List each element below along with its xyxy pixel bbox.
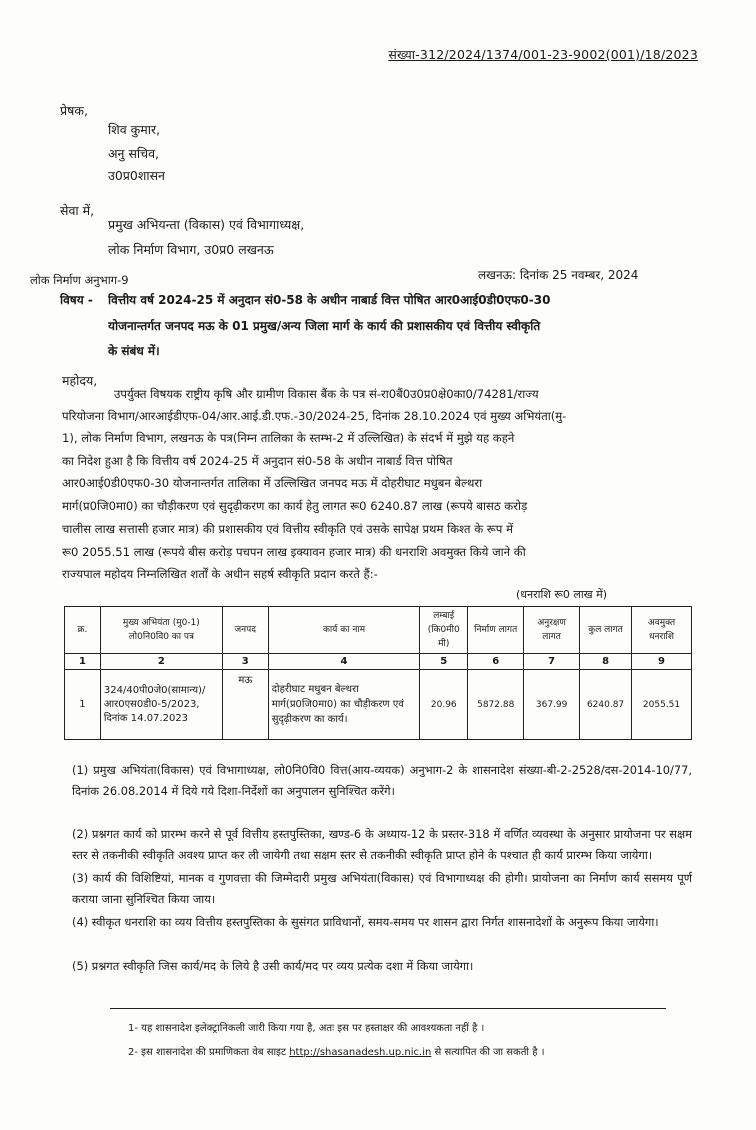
body-line: रू0 2055.51 लाख (रूपये बीस करोड़ पचपन लाख इक्यावन हजार मात्र) की धनराशि अवमुक्त किये जाने की — [62, 545, 526, 559]
header-letter: मुख्य अभियंता (मु0-1) लो0नि0वि0 का पत्र — [100, 607, 222, 654]
sender-office: उ0प्र0शासन — [108, 168, 165, 183]
subject-line-3: के संबंध में। — [108, 344, 160, 358]
col-number: 6 — [468, 654, 524, 670]
footer-divider — [110, 1008, 666, 1009]
salutation: महोदय, — [62, 373, 98, 388]
sender-designation: अनु सचिव, — [108, 146, 160, 161]
header-length: लम्बाई (कि0मी0 मी) — [420, 607, 468, 654]
cell-letter: 324/40पी0जे0(सामान्य)/आर0एस0डी0-5/2023, दिनांक 14.07.2023 — [100, 670, 222, 740]
subject-line-2: योजनान्तर्गत जनपद मऊ के 01 प्रमुख/अन्य जिला मार्ग के कार्य की प्रशासकीय एवं वित्तीय स्वीकृति — [108, 319, 541, 333]
condition-item: (5) प्रश्नगत स्वीकृति जिस कार्य/मद के लिये है उसी कार्य/मद पर व्यय प्रत्येक दशा में किया जायेगा। — [72, 959, 474, 973]
footnote-2 — [128, 1044, 544, 1058]
cell-released: 2055.51 — [632, 670, 692, 740]
header-total: कुल लागत — [580, 607, 632, 654]
table-header-row — [65, 607, 692, 654]
issue-date: लखनऊ: दिनांक 25 नवम्बर, 2024 — [478, 268, 639, 282]
condition-item: (2) प्रश्नगत कार्य को प्रारम्भ करने से पूर्व वित्तीय हस्तपुस्तिका, खण्ड-6 के अध्याय-12 के प्रस्तर-318 में वर्णित व्यवस्था के अनुसार प्रायोजना पर सक्षम स्तर से तकनीकी स्वीकृति अवश्य प्राप्त कर ली जायेगी तथा सक्षम स्तर से तकनीकी स्वीकृति प्राप्त होने के पश्चात ही कार्य प्रारम्भ किया जायेगा। — [72, 827, 692, 862]
amount-unit-note: (धनराशि रू0 लाख में) — [516, 588, 608, 601]
body-line: 1), लोक निर्माण विभाग, लखनऊ के पत्र(निम्न तालिका के स्तम्भ-2 में उल्लिखित) के संदर्भ में मुझे यह कहने — [62, 431, 515, 445]
sanction-table — [64, 606, 692, 740]
cell-construction: 5872.88 — [468, 670, 524, 740]
body-line: आर0आई0डी0एफ0-30 योजनान्तर्गत तालिका में उल्लिखित जनपद मऊ में दोहरीघाट मधुबन बेल्थरा — [62, 476, 483, 490]
cell-sno: 1 — [65, 670, 101, 740]
footnote-1: 1- यह शासनादेश इलेक्ट्रानिकली जारी किया गया है, अतः इस पर हस्ताक्षर की आवश्यकता नहीं है । — [128, 1023, 485, 1034]
recipient-line-2: लोक निर्माण विभाग, उ0प्र0 लखनऊ — [108, 242, 274, 257]
cell-length: 20.96 — [420, 670, 468, 740]
body-line: राज्यपाल महोदय निम्नलिखित शर्तों के अधीन सहर्ष स्वीकृति प्रदान करते हैं:- — [62, 567, 378, 581]
cell-maintenance: 367.99 — [524, 670, 580, 740]
condition-item: (4) स्वीकृत धनराशि का व्यय वित्तीय हस्तपुस्तिका के सुसंगत प्राविधानों, समय-समय पर शासन द्वारा निर्गत शासनादेशों के अनुरूप किया जायेगा। — [72, 915, 659, 929]
section-name: लोक निर्माण अनुभाग-9 — [30, 273, 129, 287]
recipient-label: सेवा में, — [60, 203, 95, 218]
condition-item: (1) प्रमुख अभियंता(विकास) एवं विभागाध्यक्ष, लो0नि0वि0 वित्त(आय-व्ययक) अनुभाग-2 के शासनादेश संख्या-बी-2-2528/दस-2014-10/77, दिनांक 26.08.2014 में दिये गये दिशा-निर्देशों का अनुपालन सुनिश्चित करेंगे। — [72, 763, 692, 798]
header-maintenance: अनुरक्षण लागत — [524, 607, 580, 654]
condition-item: (3) कार्य की विशिष्टियां, मानक व गुणवत्ता की जिम्मेदारी प्रमुख अभियंता(विकास) एवं विभागाध्यक्ष की होगी। प्रायोजना का निर्माण कार्य ससमय पूर्ण कराया जाना सुनिश्चित किया जाय। — [72, 871, 692, 906]
col-number: 2 — [100, 654, 222, 670]
recipient-line-1: प्रमुख अभियन्ता (विकास) एवं विभागाध्यक्ष, — [108, 217, 305, 232]
cell-district: मऊ — [222, 670, 268, 740]
footnote-2-prefix: 2- इस शासनादेश की प्रमाणिकता वेब साइट — [128, 1047, 287, 1058]
body-line: चालीस लाख सत्तासी हजार मात्र) की प्रशासकीय एवं वित्तीय स्वीकृति एवं उसके सापेक्ष प्रथम किश्त के रूप में — [62, 522, 513, 536]
cell-total: 6240.87 — [580, 670, 632, 740]
table-row — [65, 670, 692, 740]
subject-label: विषय - — [60, 293, 93, 307]
header-released: अवमुक्त धनराशि — [632, 607, 692, 654]
header-construction: निर्माण लागत — [468, 607, 524, 654]
reference-number: संख्या-312/2024/1374/001-23-9002(001)/18/2023 — [388, 47, 698, 62]
header-sno: क्र. — [65, 607, 101, 654]
sender-name: शिव कुमार, — [108, 122, 161, 137]
col-number: 8 — [580, 654, 632, 670]
col-number: 9 — [632, 654, 692, 670]
table-column-number-row — [65, 654, 692, 670]
verification-link[interactable]: http://shasanadesh.up.nic.in — [289, 1047, 432, 1058]
body-line: उपर्युक्त विषयक राष्ट्रीय कृषि और ग्रामीण विकास बैंक के पत्र सं-रा0बैं0उ0प्र0क्षे0का0/74281/राज्य — [114, 387, 539, 401]
col-number: 4 — [268, 654, 420, 670]
body-line: मार्ग(प्र0जि0मा0) का चौड़ीकरण एवं सुदृढ़ीकरण का कार्य हेतु लागत रू0 6240.87 लाख (रूपये बासठ करोड़ — [62, 499, 528, 513]
cell-work: दोहरीघाट मधुबन बेल्थरा मार्ग(प्र0जि0मा0) का चौड़ीकरण एवं सुदृढ़ीकरण का कार्य। — [268, 670, 420, 740]
sender-label: प्रेषक, — [60, 103, 88, 118]
col-number: 3 — [222, 654, 268, 670]
subject-line-1: वित्तीय वर्ष 2024-25 में अनुदान सं0-58 के अधीन नाबार्ड वित्त पोषित आर0आई0डी0एफ0-30 — [108, 293, 551, 307]
footnote-2-suffix: से सत्यापित की जा सकती है । — [434, 1047, 545, 1058]
header-district: जनपद — [222, 607, 268, 654]
body-line: का निदेश हुआ है कि वित्तीय वर्ष 2024-25 में अनुदान सं0-58 के अधीन नाबार्ड वित्त पोषित — [62, 454, 453, 468]
body-line: परियोजना विभाग/आरआईडीएफ-04/आर.आई.डी.एफ.-30/2024-25, दिनांक 28.10.2024 एवं मुख्य अभियंता(मु- — [62, 409, 567, 423]
col-number: 7 — [524, 654, 580, 670]
header-work: कार्य का नाम — [268, 607, 420, 654]
col-number: 1 — [65, 654, 101, 670]
col-number: 5 — [420, 654, 468, 670]
